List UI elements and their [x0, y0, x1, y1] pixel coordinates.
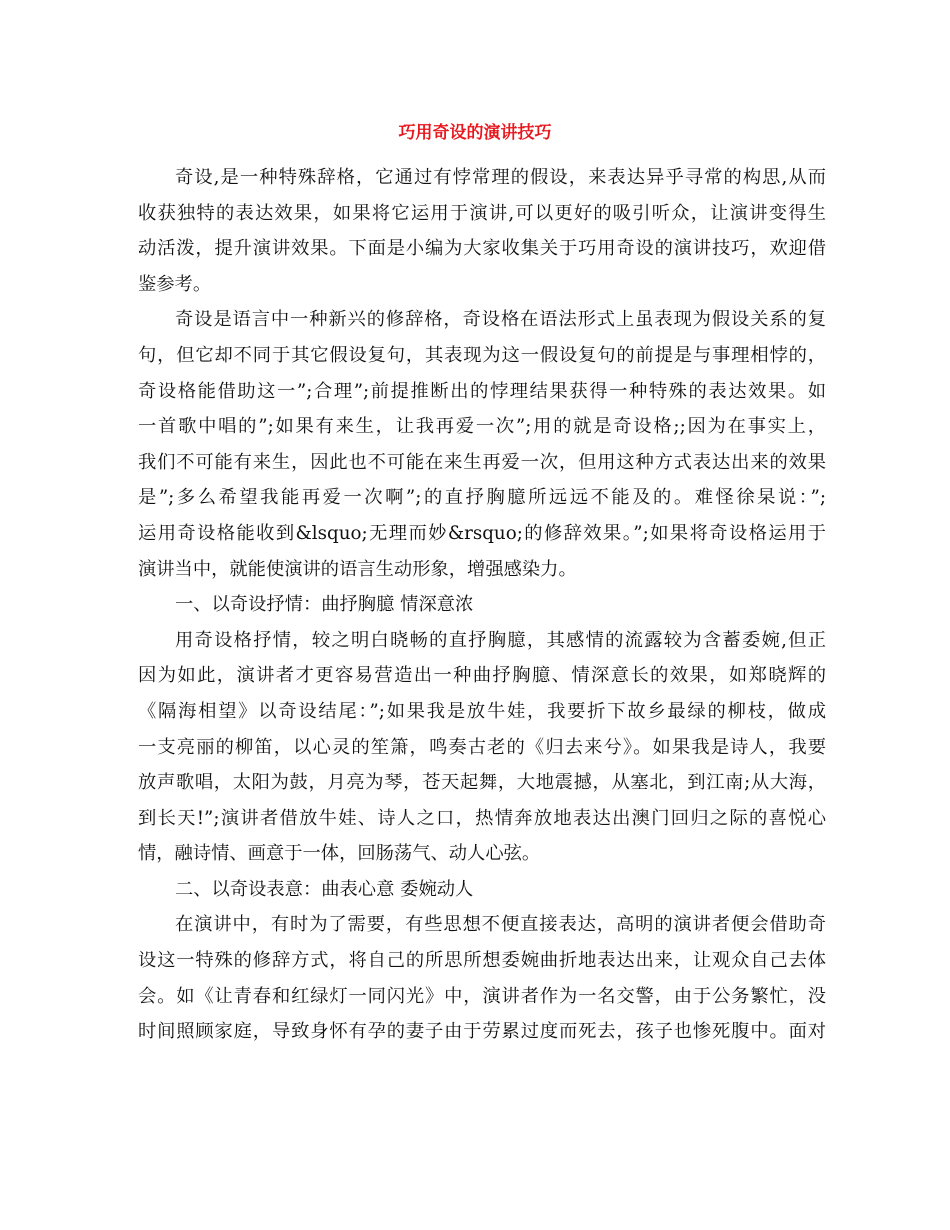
text-line: 奇设格能借助这一”;合理”;前提推断出的悖理结果获得一种特殊的表达效果。如 [138, 380, 826, 402]
text-line: 在演讲中，有时为了需要，有些思想不便直接表达，高明的演讲者便会借助奇 [175, 914, 826, 936]
text-line: 《隔海相望》以奇设结尾：”;如果我是放牛娃，我要折下故乡最绿的柳枝，做成 [138, 700, 826, 722]
text-line: 句，但它却不同于其它假设复句，其表现为这一假设复句的前提是与事理相悖的， [138, 344, 826, 366]
text-line: 到长天!”;演讲者借放牛娃、诗人之口，热情奔放地表达出澳门回归之际的喜悦心 [138, 807, 826, 829]
text-line: 奇设,是一种特殊辞格，它通过有悖常理的假设，来表达异乎寻常的构思,从而 [175, 167, 826, 188]
text-line: 运用奇设格能收到&lsquo;无理而妙&rsquo;的修辞效果。”;如果将奇设格运用于 [138, 522, 826, 544]
text-line: 奇设是语言中一种新兴的修辞格，奇设格在语法形式上虽表现为假设关系的复 [175, 309, 826, 331]
text-line: 是”;多么希望我能再爱一次啊”;的直抒胸臆所远远不能及的。难怪徐杲说：”; [138, 487, 826, 509]
text-line: 收获独特的表达效果，如果将它运用于演讲,可以更好的吸引听众，让演讲变得生 [138, 202, 826, 224]
text-line: 时间照顾家庭，导致身怀有孕的妻子由于劳累过度而死去，孩子也惨死腹中。面对 [138, 1021, 826, 1043]
text-line: 会。如《让青春和红绿灯一同闪光》中，演讲者作为一名交警，由于公务繁忙，没 [138, 985, 826, 1007]
text-line: 演讲当中，就能使演讲的语言生动形象，增强感染力。 [138, 558, 577, 580]
text-line: 一首歌中唱的”;如果有来生，让我再爱一次”;用的就是奇设格;;因为在事实上， [138, 416, 826, 438]
text-line: 设这一特殊的修辞方式，将自己的所思所想委婉曲折地表达出来，让观众自己去体 [138, 950, 826, 972]
text-line: 二、以奇设表意：曲表心意 委婉动人 [175, 878, 474, 900]
text-line: 一、以奇设抒情：曲抒胸臆 情深意浓 [175, 594, 474, 616]
text-line: 放声歌唱，太阳为鼓，月亮为琴，苍天起舞，大地震撼，从塞北，到江南;从大海， [138, 772, 826, 794]
document-title: 巧用奇设的演讲技巧 [398, 123, 552, 143]
text-line: 鉴参考。 [138, 273, 212, 295]
text-line: 动活泼，提升演讲效果。下面是小编为大家收集关于巧用奇设的演讲技巧，欢迎借 [138, 238, 826, 260]
text-line: 我们不可能有来生，因此也不可能在来生再爱一次，但用这种方式表达出来的效果 [138, 451, 826, 473]
text-line: 情，融诗情、画意于一体，回肠荡气、动人心弦。 [138, 843, 541, 865]
text-line: 一支亮丽的柳笛，以心灵的笙箫，鸣奏古老的《归去来兮》。如果我是诗人，我要 [138, 736, 826, 758]
text-line: 用奇设格抒情，较之明白晓畅的直抒胸臆，其感情的流露较为含蓄委婉,但正 [175, 629, 826, 651]
document-body [138, 160, 826, 1050]
text-line: 因为如此，演讲者才更容易营造出一种曲抒胸臆、情深意长的效果，如郑晓辉的 [138, 665, 826, 687]
